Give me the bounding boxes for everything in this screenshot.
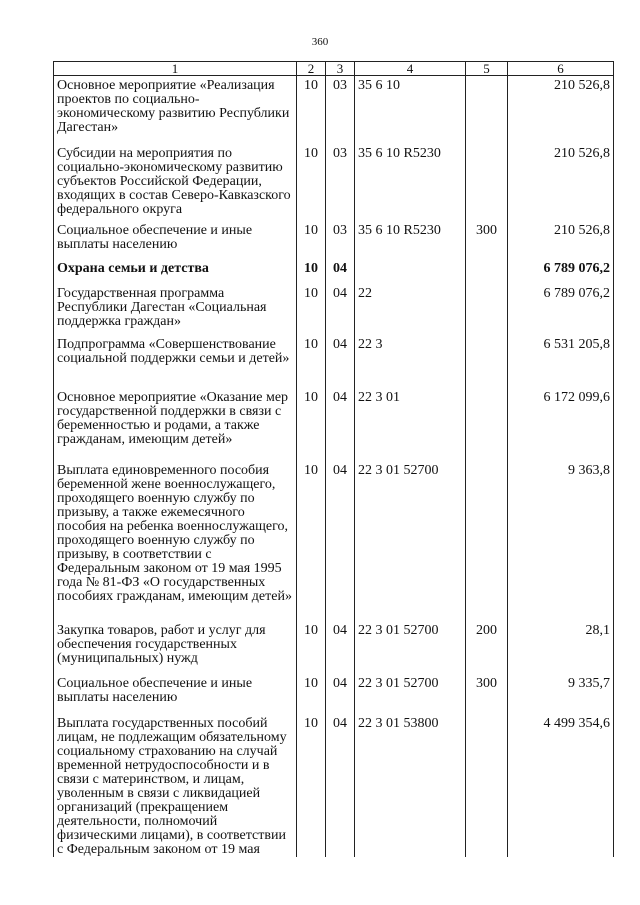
row-section: 10 [297, 458, 326, 621]
header-col-3: 3 [326, 62, 355, 76]
row-name: Социальное обеспечение и иные выплаты населению [54, 224, 297, 262]
row-amount: 9 335,7 [508, 677, 614, 717]
row-expense-type [466, 391, 508, 458]
row-expense-type [466, 262, 508, 283]
row-name: Основное мероприятие «Оказание мер государственной поддержки в связи с беременностью и родами, а также гражданам, имеющим детей» [54, 391, 297, 458]
row-amount: 4 499 354,6 [508, 717, 614, 857]
row-section: 10 [297, 262, 326, 283]
header-col-4: 4 [355, 62, 466, 76]
row-target-code: 22 3 [355, 338, 466, 391]
row-name: Основное мероприятие «Реализация проектов по социально-экономическому развитию Республики Дагестан» [54, 76, 297, 148]
row-amount: 210 526,8 [508, 147, 614, 224]
row-subsection: 04 [326, 717, 355, 857]
row-subsection: 04 [326, 338, 355, 391]
row-amount: 210 526,8 [508, 224, 614, 262]
row-target-code: 35 6 10 R5230 [355, 224, 466, 262]
row-subsection: 04 [326, 283, 355, 338]
row-section: 10 [297, 391, 326, 458]
row-amount: 6 789 076,2 [508, 262, 614, 283]
row-amount: 6 172 099,6 [508, 391, 614, 458]
row-name: Охрана семьи и детства [54, 262, 297, 283]
row-subsection: 04 [326, 458, 355, 621]
row-name: Выплата единовременного пособия беременной жене военнослужащего, проходящего военную службу по призыву, а также ежемесячного пособия на ребенка военнослужащего, проходящего военную службу по призыву, в соответствии с Федеральным законом от 19 мая 1995 года № 81-ФЗ «О государственных пособиях гражданам, имеющим детей» [54, 458, 297, 621]
table-row [54, 283, 614, 338]
row-expense-type: 200 [466, 621, 508, 677]
row-name: Закупка товаров, работ и услуг для обеспечения государственных (муниципальных) нужд [54, 621, 297, 677]
row-expense-type: 300 [466, 677, 508, 717]
row-target-code: 22 3 01 53800 [355, 717, 466, 857]
table-row [54, 391, 614, 458]
row-subsection: 04 [326, 677, 355, 717]
budget-table [53, 61, 614, 857]
row-subsection: 04 [326, 391, 355, 458]
row-name: Выплата государственных пособий лицам, не подлежащим обязательному социальному страхованию на случай временной нетрудоспособности и в связи с материнством, и лицам, уволенным в связи с ликвидацией организаций (прекращением деятельности, полномочий физическими лицами), в соответствии с Федеральным законом от 19 мая [54, 717, 297, 857]
page-number: 360 [311, 36, 329, 48]
row-expense-type [466, 283, 508, 338]
row-subsection: 04 [326, 621, 355, 677]
row-expense-type [466, 147, 508, 224]
row-amount: 210 526,8 [508, 76, 614, 148]
row-section: 10 [297, 338, 326, 391]
row-expense-type: 300 [466, 224, 508, 262]
row-amount: 6 531 205,8 [508, 338, 614, 391]
row-target-code: 22 [355, 283, 466, 338]
row-subsection: 04 [326, 262, 355, 283]
table-row [54, 147, 614, 224]
row-amount: 28,1 [508, 621, 614, 677]
row-target-code: 22 3 01 52700 [355, 458, 466, 621]
row-section: 10 [297, 621, 326, 677]
header-col-5: 5 [466, 62, 508, 76]
row-expense-type [466, 458, 508, 621]
row-target-code: 22 3 01 [355, 391, 466, 458]
header-col-6: 6 [508, 62, 614, 76]
row-section: 10 [297, 224, 326, 262]
header-col-2: 2 [297, 62, 326, 76]
row-amount: 6 789 076,2 [508, 283, 614, 338]
row-target-code: 22 3 01 52700 [355, 677, 466, 717]
row-name: Государственная программа Республики Дагестан «Социальная поддержка граждан» [54, 283, 297, 338]
table-row [54, 717, 614, 857]
table-row [54, 224, 614, 262]
row-expense-type [466, 717, 508, 857]
table-row [54, 76, 614, 148]
row-subsection: 03 [326, 224, 355, 262]
row-section: 10 [297, 283, 326, 338]
row-name: Субсидии на мероприятия по социально-экономическому развитию субъектов Российской Федерации, входящих в состав Северо-Кавказского федерального округа [54, 147, 297, 224]
table-row [54, 458, 614, 621]
table-header-row [54, 62, 614, 76]
header-col-1: 1 [54, 62, 297, 76]
row-expense-type [466, 338, 508, 391]
row-target-code [355, 262, 466, 283]
row-expense-type [466, 76, 508, 148]
table-row [54, 677, 614, 717]
row-section: 10 [297, 717, 326, 857]
row-section: 10 [297, 76, 326, 148]
table-row [54, 338, 614, 391]
row-section: 10 [297, 677, 326, 717]
row-name: Подпрограмма «Совершенствование социальной поддержки семьи и детей» [54, 338, 297, 391]
row-section: 10 [297, 147, 326, 224]
row-name: Социальное обеспечение и иные выплаты населению [54, 677, 297, 717]
table-row [54, 621, 614, 677]
row-amount: 9 363,8 [508, 458, 614, 621]
table-row-section-heading [54, 262, 614, 283]
row-target-code: 35 6 10 R5230 [355, 147, 466, 224]
row-target-code: 35 6 10 [355, 76, 466, 148]
row-subsection: 03 [326, 76, 355, 148]
row-subsection: 03 [326, 147, 355, 224]
row-target-code: 22 3 01 52700 [355, 621, 466, 677]
